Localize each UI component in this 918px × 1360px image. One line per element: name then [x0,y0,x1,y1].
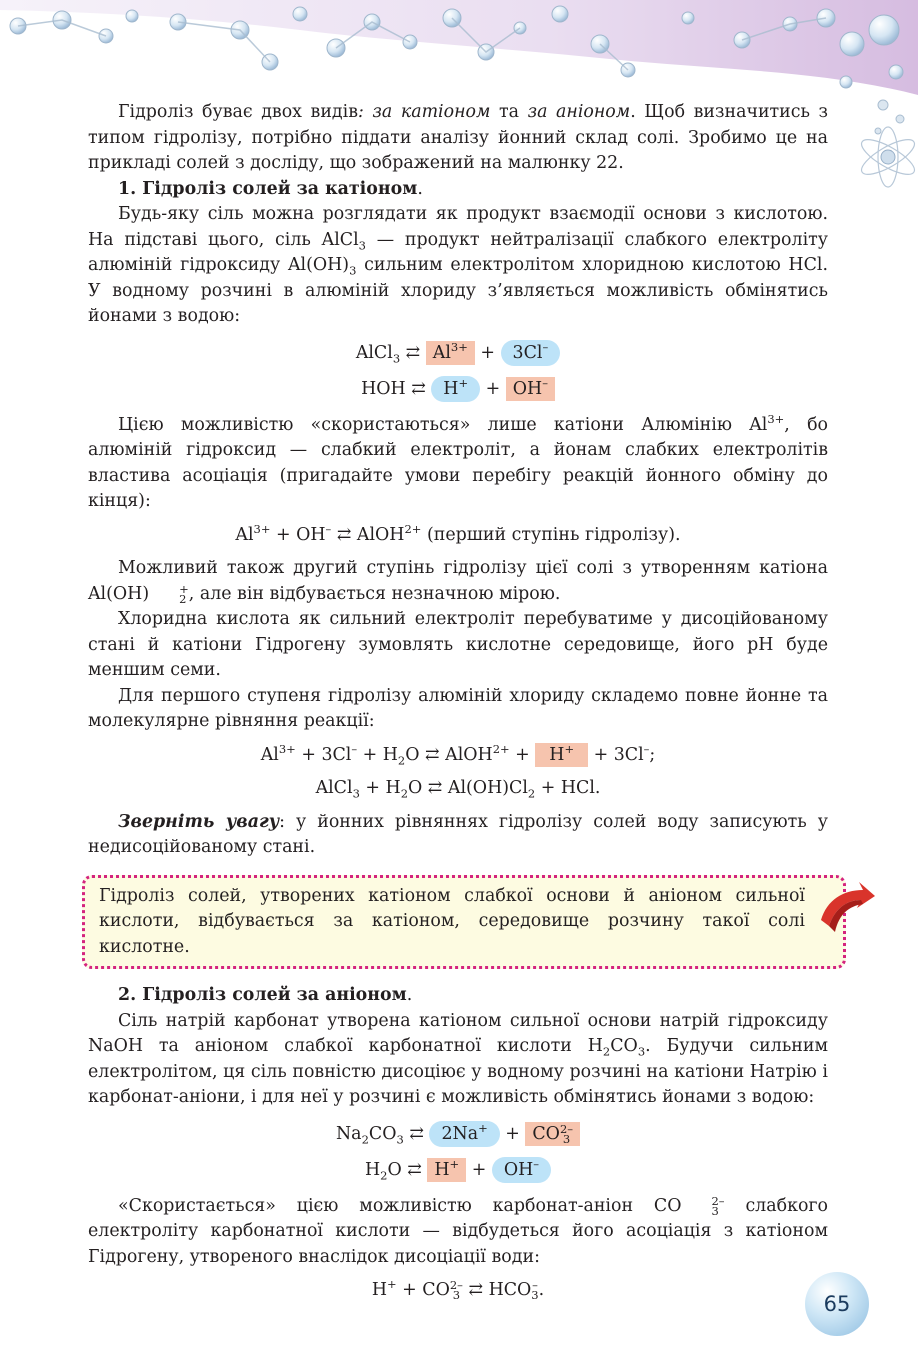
paragraph-full-equation-intro: Для першого ступеня гідролізу алюміній хлориду складемо повне йонне та молекулярне рівняння реакції: [88,685,828,731]
paragraph-hcl-strong: Хлоридна кислота як сильний електроліт перебуватиме у дисоційованому стані й катіони Гідрогену зумовлять кислотне середовище, його pH буде меншим семи. [88,609,828,680]
paragraph-carbonate-association: «Скористається» цією можливістю карбонат-аніон CO 2– 3 слабкого електроліту карбонатної кислоти — відбудеться його асоціація з катіоном Гідрогену, утвореного внаслідок дисоціації води: [88,1193,828,1267]
equation-na2co3-dissociation: $Na_2CO_3$ ⇄ 2Na+ + CO 2– 3 [88,1121,828,1148]
paragraph-attention: Зверніть увагу: у йонних рівняннях гідролізу солей воду записують у недисоційованому стані. [88,811,828,857]
hydrogen-cation-box: H+ [535,743,588,767]
rule-text: Гідроліз солей, утворених катіоном слабкої основи й аніоном сильної кислоти, відбувається за катіоном, середовище розчину такої солі кислотне. [99,885,805,957]
equation-first-step: $Al^{3+} + OH^-$ ⇄ AlOH$^{2+}$ (перший ступінь гідролізу). [235,521,681,545]
al-cation-box: $Al^{3+}$ [426,341,475,365]
paragraph-sodium-carbonate: Сіль натрій карбонат утворена катіоном сильної основи натрій гідроксиду NaOH та аніоном слабкої карбонатної кислоти $H_2CO_3$. Будучи сильним електролітом, ця сіль повністю дисоціює у водному розчині на катіони Натрію і карбонат-аніони, і для неї у розчині є можливість обмінятись йонами з водою: [88,1010,828,1107]
equation-molecular: AlCl$_3$ + $H_2O$ ⇄ $Al(OH)Cl_2$ + HCl. [315,778,601,801]
page-number: 65 [805,1272,869,1336]
sodium-cation-pill: 2Na+ [429,1121,499,1147]
paragraph-hydrolysis-types: Гідроліз буває двох видів: за катіоном та за аніоном. Щоб визначитись з типом гідролізу, потрібно піддати аналізу йонний склад солі. Зробимо це на прикладі солей з досліду, що зображений на малюнку 22. [88,102,829,173]
carbonate-anion-box: CO 2– 3 [525,1122,580,1146]
heading-cation-hydrolysis: 1. Гідроліз солей за катіоном. [118,178,423,199]
paragraph-al-cation-use: Цією можливістю «скористаються» лише катіони Алюмінію $Al^{3+}$, бо алюміній гідроксид — слабкий електроліт, а йонам слабких електролітів властива асоціація (пригадайте умови перебігу реакцій йонного обміну до кінця): [88,411,829,511]
paragraph-second-step: Можливий також другий ступінь гідролізу цієї солі з утворенням катіона Al(OH) + 2 , але він відбувається незначною мірою. [88,558,828,606]
hydroxide-anion-pill: OH– [492,1157,551,1183]
equation-water-dissociation: HOH ⇄ H+ + OH– [88,376,828,403]
rule-box [82,875,846,970]
hydrogen-cation-pill: H+ [431,376,480,402]
page-body [88,100,828,1312]
chloride-anion-pill: 3Cl– [501,340,561,366]
hydroxide-anion-box: OH– [506,377,555,401]
equation-water-dissociation-2: $H_2O$ ⇄ H+ + OH– [88,1157,828,1184]
header-decoration [0,0,918,110]
equation-alcl3-dissociation: AlCl$_3$ ⇄ $Al^{3+} + 3Cl^-$ [88,340,828,367]
heading-anion-hydrolysis: 2. Гідроліз солей за аніоном. [118,985,413,1005]
equation-bicarbonate: H+ + CO 2– 3 ⇄ HCO – 3 . [371,1277,545,1302]
equation-full-ionic: $Al^{3+} + 3Cl^- + H_2O$ ⇄ AlOH$^{2+}$ + H+ + 3Cl–; [260,741,656,767]
atom-decoration [838,95,918,215]
hydrogen-cation-box-2: H+ [427,1158,466,1182]
paragraph-salt-product: Будь-яку сіль можна розглядати як продукт взаємодії основи з кислотою. На підставі цього, сіль AlCl$_3$ — продукт нейтралізації слабкого електроліту алюміній гідроксиду $Al(OH)_3$ сильним електролітом хлоридною кислотою HCl. У водному розчині в алюміній хлориду з’являється можливість обмінятись йонами з водою: [88,204,828,326]
curved-arrow-icon [813,880,877,942]
